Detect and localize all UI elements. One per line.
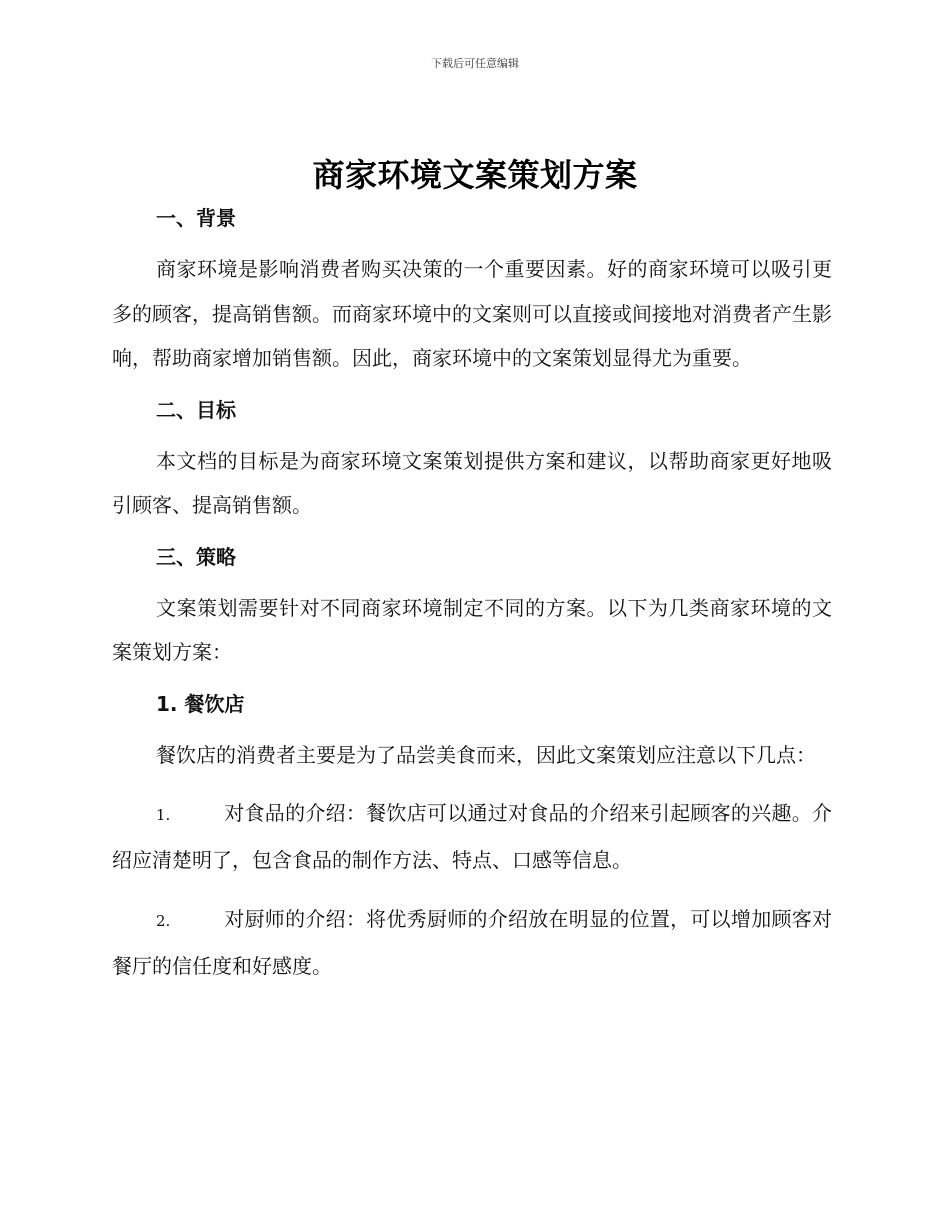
paragraph-background: 商家环境是影响消费者购买决策的一个重要因素。好的商家环境可以吸引更多的顾客，提高销售额。而商家环境中的文案则可以直接或间接地对消费者产生影响，帮助商家增加销售额。因此，商家环境中的文案策划显得尤为重要。 — [112, 257, 832, 370]
document-title: 商家环境文案策划方案 — [312, 156, 638, 194]
list-item-number: 1. — [156, 806, 171, 824]
list-item-text: 对厨师的介绍：将优秀厨师的介绍放在明显的位置，可以增加顾客对餐厅的信任度和好感度。 — [112, 907, 832, 978]
header-note: 下载后可任意编辑 — [431, 57, 519, 70]
list-item-text: 对食品的介绍：餐饮店可以通过对食品的介绍来引起顾客的兴趣。介绍应清楚明了，包含食品的制作方法、特点、口感等信息。 — [112, 801, 832, 872]
list-item — [112, 897, 832, 989]
section-heading-restaurant: 1. 餐饮店 — [156, 691, 245, 716]
section-heading-strategy: 三、策略 — [156, 544, 236, 569]
list-item — [112, 791, 832, 883]
paragraph-goal: 本文档的目标是为商家环境文案策划提供方案和建议，以帮助商家更好地吸引顾客、提高销售额。 — [112, 448, 832, 517]
list-item-number: 2. — [156, 912, 171, 930]
section-heading-background: 一、背景 — [156, 206, 236, 230]
paragraph-strategy: 文案策划需要针对不同商家环境制定不同的方案。以下为几类商家环境的文案策划方案： — [112, 595, 832, 664]
paragraph-restaurant: 餐饮店的消费者主要是为了品尝美食而来，因此文案策划应注意以下几点： — [156, 742, 816, 767]
section-heading-goal: 二、目标 — [156, 397, 236, 422]
document-body — [112, 203, 832, 989]
